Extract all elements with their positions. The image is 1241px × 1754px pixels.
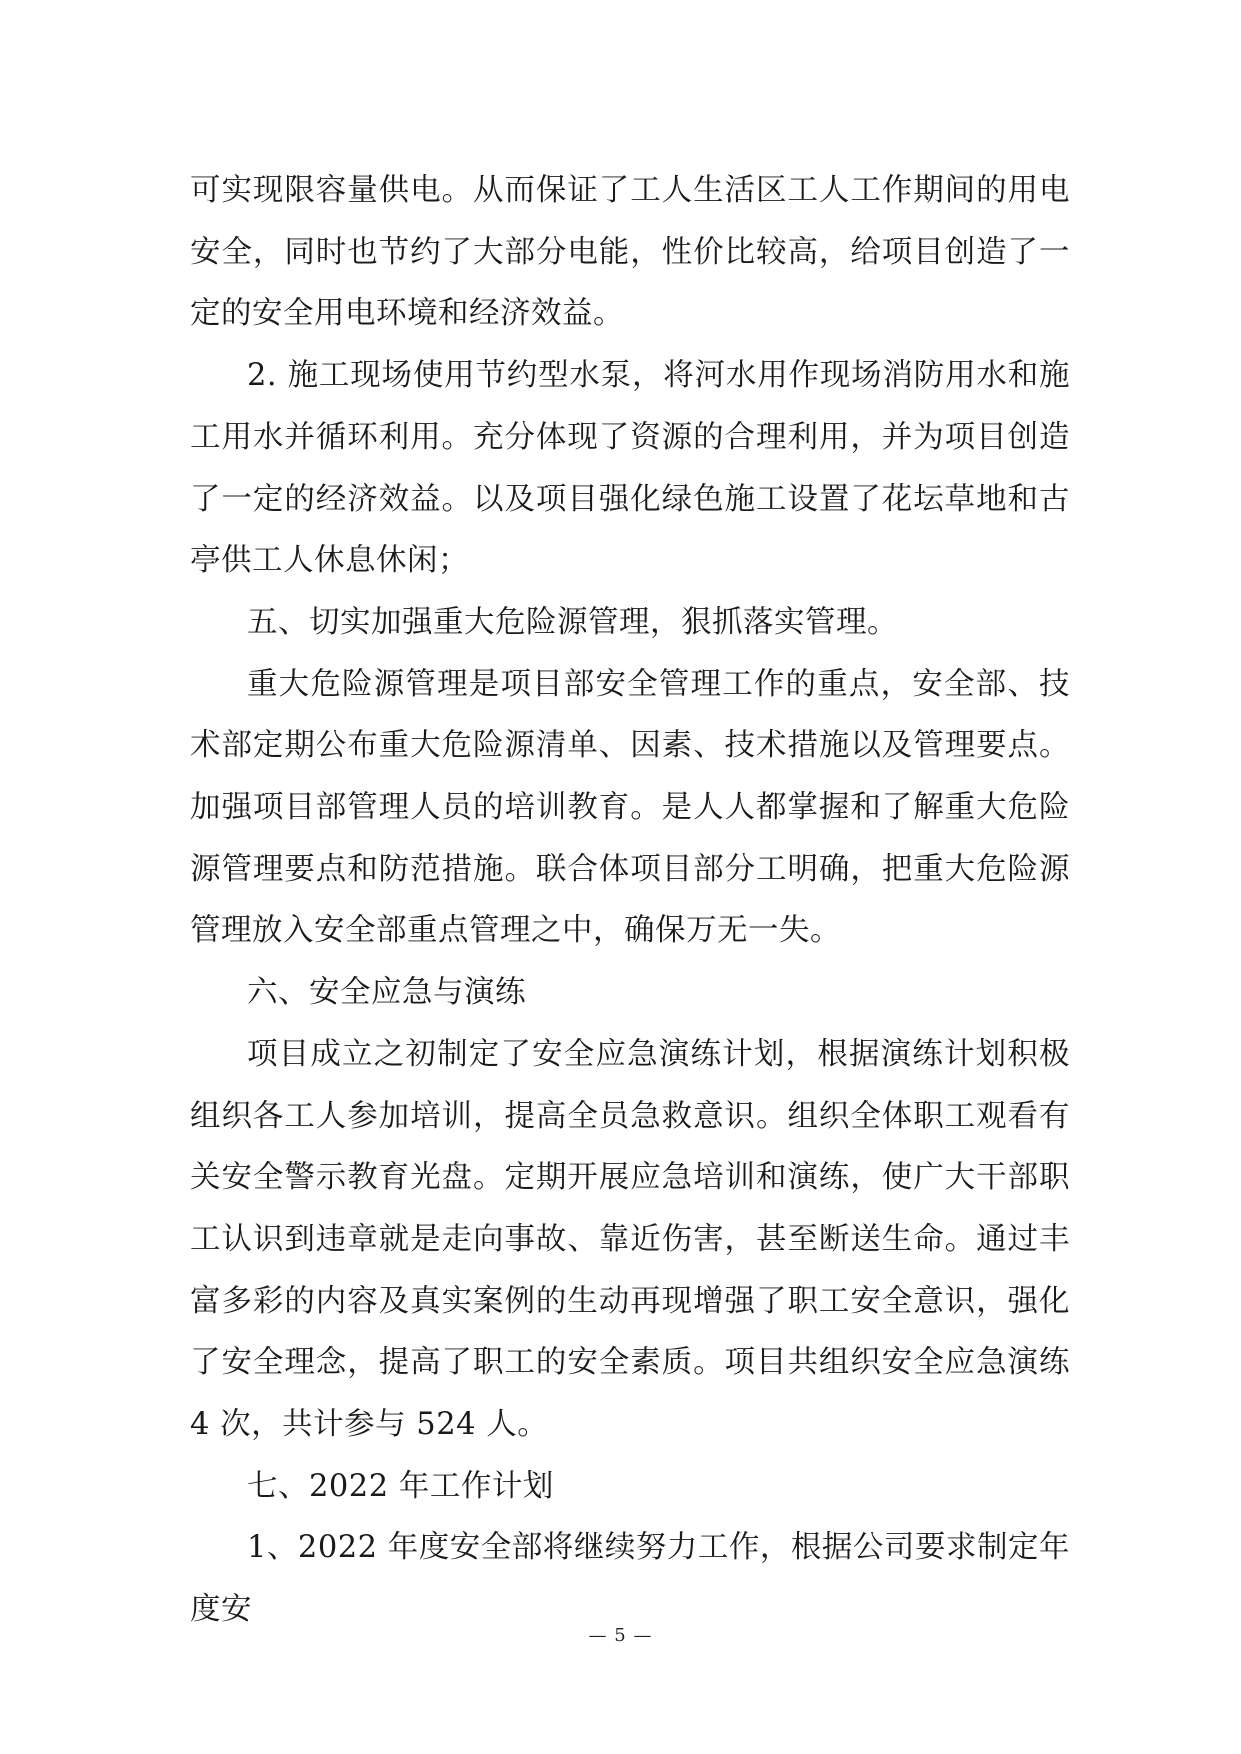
paragraph-power-supply: 可实现限容量供电。从而保证了工人生活区工人工作期间的用电安全，同时也节约了大部分电能，性价比较高，给项目创造了一定的安全用电环境和经济效益。 bbox=[190, 173, 1070, 332]
paragraph-work-plan-1: 1、2022 年度安全部将继续努力工作，根据公司要求制定年度安 bbox=[190, 1530, 1070, 1628]
heading-section-7: 七、2022 年工作计划 bbox=[247, 1468, 554, 1504]
heading-section-6: 六、安全应急与演练 bbox=[247, 975, 526, 1011]
document-body bbox=[190, 160, 1070, 1641]
paragraph-water-pump: 2. 施工现场使用节约型水泵，将河水用作现场消防用水和施工用水并循环利用。充分体现了资源的合理利用，并为项目创造了一定的经济效益。以及项目强化绿色施工设置了花坛草地和古亭供工人休息休闲； bbox=[190, 358, 1070, 579]
paragraph-hazard-management: 重大危险源管理是项目部安全管理工作的重点，安全部、技术部定期公布重大危险源清单、因素、技术措施以及管理要点。加强项目部管理人员的培训教育。是人人都掌握和了解重大危险源管理要点和防范措施。联合体项目部分工明确，把重大危险源管理放入安全部重点管理之中，确保万无一失。 bbox=[190, 666, 1070, 949]
paragraph-emergency-drill: 项目成立之初制定了安全应急演练计划，根据演练计划积极组织各工人参加培训，提高全员急救意识。组织全体职工观看有关安全警示教育光盘。定期开展应急培训和演练，使广大干部职工认识到违章就是走向事故、靠近伤害，甚至断送生命。通过丰富多彩的内容及真实案例的生动再现增强了职工安全意识，强化了安全理念，提高了职工的安全素质。项目共组织安全应急演练 4 次，共计参与 524 人。 bbox=[190, 1036, 1070, 1443]
heading-section-5: 五、切实加强重大危险源管理，狠抓落实管理。 bbox=[247, 604, 898, 640]
page-number: — 5 — bbox=[588, 1625, 653, 1646]
